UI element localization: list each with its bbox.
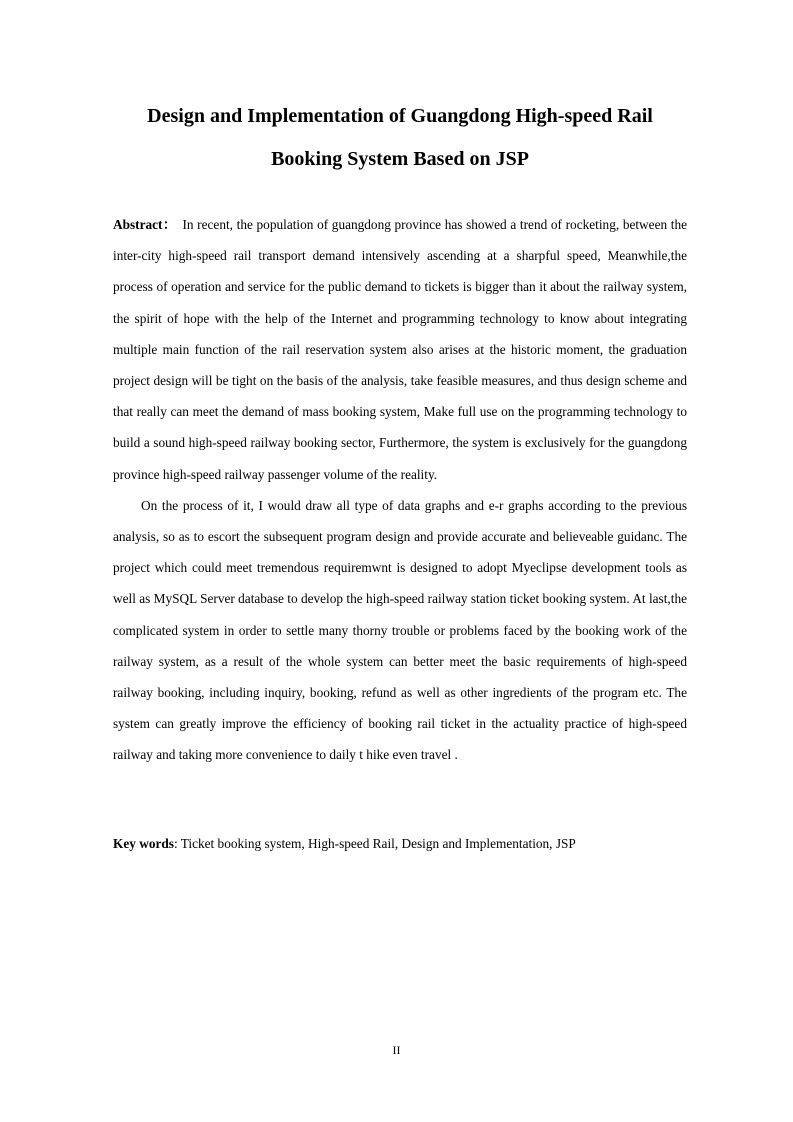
abstract-separator: ： — [162, 217, 177, 232]
abstract-section — [113, 209, 687, 784]
abstract-paragraph-1-container — [113, 209, 687, 490]
keywords-text: Ticket booking system, High-speed Rail, Design and Implementation, JSP — [180, 836, 576, 851]
paper-title-line-1: Design and Implementation of Guangdong High-speed Rail — [147, 105, 653, 127]
keywords-separator: : — [173, 836, 181, 851]
keywords-section — [113, 828, 687, 859]
keywords-label: Key words — [113, 836, 174, 851]
paper-title-line-2: Booking System Based on JSP — [271, 148, 529, 170]
abstract-paragraph-2: On the process of it, I would draw all type of data graphs and e-r graphs according to the previous analysis, so as to escort the subsequent program design and provide accurate and believeable guidanc. The project which could meet tremendous requiremwnt is designed to adopt Myeclipse development tools as well as MySQL Server database to develop the high-speed railway station ticket booking system. At last,the complicated system in order to settle many thorny trouble or problems faced by the booking work of the railway system, as a result of the whole system can better meet the basic requirements of high-speed railway booking, including inquiry, booking, refund as well as other ingredients of the program etc. The system can greatly improve the efficiency of booking rail ticket in the actuality practice of high-speed railway and taking more convenience to daily t hike even travel . — [113, 497, 687, 763]
page-number: II — [392, 1043, 401, 1057]
abstract-paragraph-1: In recent, the population of guangdong province has showed a trend of rocketing, between the inter-city high-speed rail transport demand intensively ascending at a sharpful speed, Meanwhile,the process of operation and service for the public demand to tickets is bigger than it about the railway system, the spirit of hope with the help of the Internet and programming technology to know about integrating multiple main function of the rail reservation system also arises at the historic moment, the graduation project design will be tight on the basis of the analysis, take feasible measures, and thus design scheme and that really can meet the demand of mass booking system, Make full use on the programming technology to build a sound high-speed railway booking sector, Furthermore, the system is exclusively for the guangdong province high-speed railway passenger volume of the reality. — [113, 217, 688, 482]
abstract-label: Abstract — [113, 217, 163, 232]
